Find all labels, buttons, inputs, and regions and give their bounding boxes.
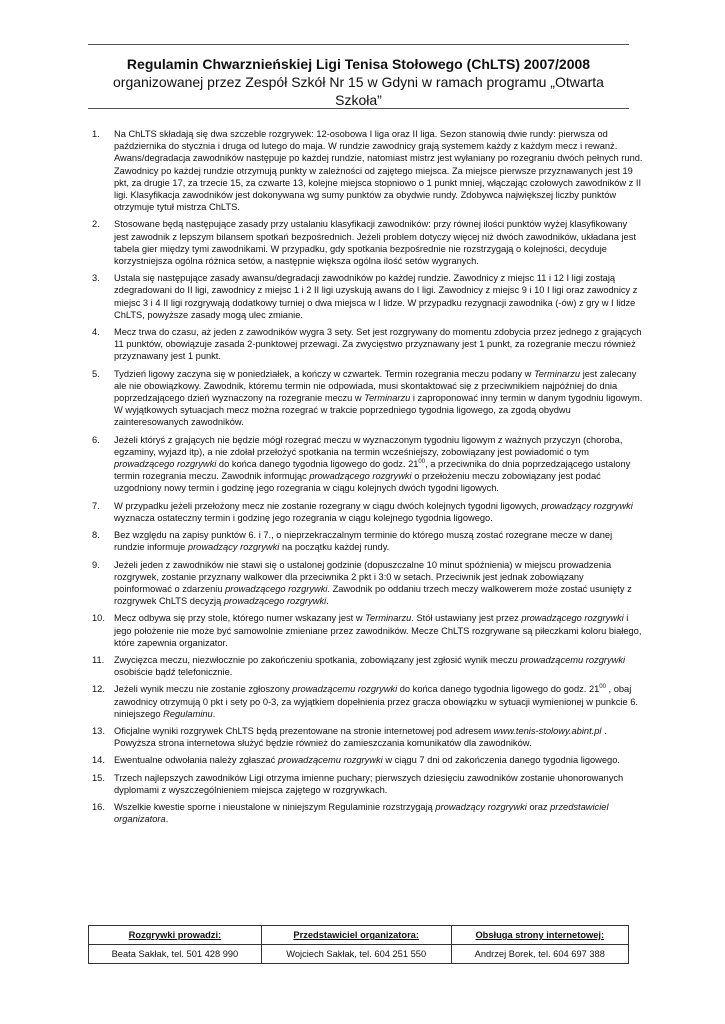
rule-number: 14. — [92, 755, 105, 766]
rule-emphasis: Terminarzu — [533, 368, 581, 379]
rule-text-part: do końca danego tygodnia ligowego do godz. 21 — [216, 459, 419, 470]
rule-emphasis: www.tenis-stolowy.abint.pl — [493, 725, 602, 736]
rule-item — [84, 368, 644, 429]
rule-text-part: do końca danego tygodnia ligowego do godz. 21 — [397, 684, 600, 695]
rule-number: 4. — [92, 327, 100, 338]
rule-text — [114, 530, 612, 552]
organizer-contact: Beata Sakłak, tel. 501 428 990 — [89, 945, 262, 964]
rule-item — [84, 725, 644, 749]
rule-item — [84, 218, 644, 267]
rule-item — [84, 529, 644, 553]
rule-item — [84, 754, 644, 766]
rule-text-part: o przełożeniu meczu zobowiązany jest podać uzgodniony nowy termin i godzinę jego rozegrania w ciągu kolejnych dwóch tygodni ligowych. — [114, 471, 601, 494]
rule-text — [114, 369, 642, 428]
rule-text: Na ChLTS składają się dwa szczeble rozgrywek: 12-osobowa I liga oraz II liga. Sezon stanowią dwie rundy: pierwsza od października do stycznia i druga od lutego do maja. W rundzie zawodnicy grają systemem każdy z każdym mecz i rewanż. Awans/degradacja zawodników następuje po każdej rundzie, natomiast mistrz jest wyłaniany po rozegraniu dwóch pełnych rund. Zawodnicy po każdej rundzie otrzymują punkty w zależności od zajętego miejsca. Za miejsce pierwsze przyznawanych jest 19 pkt, za drugie 17, za trzecie 15, za czwarte 13, kolejne miejsca stopniowo o 1 punkt mniej, włączając czołowych zawodników z II ligi. Klasyfikacja zawodników jest dokonywana wg sumy punktów za obydwie rundy. Zdobywca największej liczby punktów otrzymuje tytuł mistrza ChLTS. — [114, 129, 643, 213]
contacts-table — [88, 925, 629, 964]
rule-text-part: Wszelkie kwestie sporne i nieustalone w niniejszym Regulaminie rozstrzygają — [114, 801, 436, 812]
rule-text-part: Oficjalne wyniki rozgrywek ChLTS będą prezentowane na stronie internetowej pod adresem — [114, 725, 494, 736]
rule-number: 10. — [92, 613, 105, 624]
rule-text-part: 00 — [599, 684, 606, 691]
rule-text-part: i zaproponować inny termin w danym tygodniu ligowym. W wyjątkowych sytuacjach mecz można rozegrać w trakcie poprzedniego tygodnia ligowego, za zgodą obydwu zainteresowanych zawodników. — [114, 393, 643, 428]
rule-text: Ustala się następujące zasady awansu/degradacji zawodników po każdej rundzie. Zawodnicy z miejsc 11 i 12 I ligi zostają zdegradowani do II ligi, zawodnicy z miejsc 1 i 2 II ligi uzyskują awans do I ligi. Zawodnicy z miejsc 9 i 10 I ligi oraz zawodnicy z miejsc 3 i 4 II ligi rozgrywają dodatkowy turniej o dwa miejsca w I lidze. W przypadku rezygnacji zawodnika (-ów) z gry w I lidze ChLTS, powyższe zasady mogą ulec zmianie. — [114, 273, 638, 320]
rule-text-part: Jeżeli wynik meczu nie zostanie zgłoszony — [114, 684, 293, 695]
rule-text-part: , a przeciwnika do dnia poprzedzającego ustalony termin rozegrania meczu. Zawodnik informując — [114, 459, 631, 482]
top-rule — [88, 44, 629, 45]
rule-emphasis: Regulaminu — [163, 708, 213, 719]
website-header: Obsługa strony internetowej: — [451, 926, 628, 945]
rule-text-part: na początku każdej rundy. — [279, 542, 390, 553]
rule-item — [84, 612, 644, 649]
rule-emphasis: Terminarzu — [365, 613, 412, 624]
organizer-header: Rozgrywki prowadzi: — [89, 926, 262, 945]
rule-number: 6. — [92, 434, 100, 445]
rule-text-part: . — [212, 708, 216, 719]
rule-emphasis: prowadzącemu rozgrywki — [277, 755, 383, 766]
website-contact: Andrzej Borek, tel. 604 697 388 — [451, 945, 628, 964]
rule-text-part: i jego położenie nie może być samowolnie zmieniane przez zawodników. Mecze ChLTS rozgrywane są piłeczkami koloru białego, które zapewnia organizator. — [114, 613, 642, 648]
rule-number: 9. — [92, 559, 100, 570]
rule-emphasis: prowadzącemu rozgrywki — [292, 684, 398, 695]
rule-text — [114, 755, 620, 765]
rule-number: 8. — [92, 530, 100, 541]
rule-number: 12. — [92, 684, 105, 695]
rule-text-part: , obaj zawodnicy otrzymują 0 pkt i sety po 0-3, za wyjątkiem dopełnienia przez gracza obowiązku w sytuacji wymienionej w punkcie 6. niniejszego — [114, 684, 638, 719]
rules-list — [84, 128, 644, 830]
rule-number: 1. — [92, 129, 100, 139]
rule-number: 16. — [92, 801, 105, 812]
rule-item — [84, 772, 644, 796]
rule-emphasis: Terminarzu — [364, 393, 411, 404]
rule-number: 7. — [92, 500, 100, 511]
rule-item — [84, 654, 644, 678]
rule-emphasis: prowadzący rozgrywki — [187, 542, 280, 553]
rule-item — [84, 272, 644, 321]
rule-item — [84, 500, 644, 524]
rule-emphasis: prowadzącego rozgrywki — [223, 596, 327, 607]
rule-text-part: . — [326, 596, 329, 607]
rule-number: 13. — [92, 725, 105, 736]
rule-text-part: W przypadku jeżeli przełożony mecz nie zostanie rozegrany w ciągu dwóch kolejnych tygodni ligowych, — [114, 500, 542, 511]
rule-text-part: . Stół ustawiany jest przez — [411, 613, 522, 624]
rule-text — [114, 655, 625, 677]
rule-text — [114, 684, 638, 718]
rule-text-part: Mecz odbywa się przy stole, którego numer wskazany jest w — [114, 613, 366, 624]
rule-text — [114, 613, 641, 647]
rule-text-part: w ciągu 7 dni od zakończenia danego tygodnia ligowego. — [382, 755, 620, 766]
rule-text-part: Zwycięzca meczu, niezwłocznie po zakończeniu spotkania, zobowiązany jest zgłosić wynik meczu — [114, 654, 521, 665]
rule-text-part: wyznacza ostateczny termin i godzinę jego rozegrania w ciągu kolejnego tygodnia ligowego. — [114, 512, 493, 523]
rule-number: 3. — [92, 273, 100, 284]
contacts-header-row — [89, 926, 629, 945]
rule-text-part: jest zalecany ale nie obowiązkowy. Zawodnik, któremu termin nie odpowiada, musi skontaktować się z przeciwnikiem najpóźniej do dnia poprzedzającego dzień wyznaczony na rozegranie meczu w — [114, 368, 637, 404]
rule-text — [114, 560, 632, 607]
rule-number: 2. — [92, 219, 100, 230]
rule-emphasis: prowadzącego rozgrywki — [309, 471, 412, 482]
rule-emphasis: prowadzącego rozgrywki — [521, 613, 624, 624]
representative-contact: Wojciech Sakłak, tel. 604 251 550 — [261, 945, 451, 964]
rule-text — [114, 726, 607, 748]
rule-emphasis: prowadzącemu rozgrywki — [520, 654, 626, 665]
rule-text-part: Ewentualne odwołania należy zgłaszać — [114, 755, 278, 766]
rule-item — [84, 559, 644, 608]
rule-emphasis: prowadzący rozgrywki — [541, 500, 633, 511]
rule-text-part: Tydzień ligowy zaczyna się w poniedziałek, a kończy w czwartek. Termin rozegrania meczu podany w — [114, 368, 534, 379]
rule-text-part: Jeżeli któryś z grających nie będzie mógł rozegrać meczu w wyznaczonym tygodniu ligowym z ważnych przyczyn (choroba, egzaminy, wyjazd itp), a nie zdołał przełożyć spotkania na termin wcześniejszy, zobowiązany jest powiadomić o tym — [114, 434, 623, 457]
contacts-row — [89, 945, 629, 964]
rule-text — [114, 501, 633, 523]
rule-text: Mecz trwa do czasu, aż jeden z zawodników wygra 3 sety. Set jest rozgrywany do momentu zdobycia przez jednego z grających 11 punktów, obowiązuje zasada 2-punktowej przewagi. Za zwycięstwo przyznawany jest 1 punkt, za rozegranie meczu również przyznawany jest 1 punkt. — [114, 327, 642, 362]
rule-text-part: Bez względu na zapisy punktów 6. i 7., o nieprzekraczalnym terminie do którego muszą zostać rozegrane mecze w danej rundzie informuje — [114, 530, 613, 553]
rule-text-part: . Powyższa strona internetowa służyć będzie również do zamieszczania komunikatów dla zawodników. — [114, 725, 607, 749]
rule-item — [84, 326, 644, 363]
rule-text-part: 00 — [418, 458, 426, 465]
rule-text: Stosowane będą następujące zasady przy ustalaniu klasyfikacji zawodników: przy równej ilości punktów wyżej klasyfikowany jest zawodnik z lepszym bilansem spotkań bezpośrednich. Jeżeli problem dotyczy więcej niż dwóch zawodników, układana jest tabela gier między tymi zawodnikami. W przypadku, gdy spotkania bezpośrednie nie rozstrzygają o kolejności, decyduje korzystniejsza ogólna różnica setów, a następnie większa ogólna ilość setów wygranych. — [114, 219, 636, 267]
rule-text-part: oraz — [526, 801, 551, 812]
rule-item — [84, 434, 644, 495]
rule-text-part: Jeżeli jeden z zawodników nie stawi się o ustalonej godzinie (dopuszczalne 10 minut spóźnienia) w miejscu prowadzenia rozgrywek, zostanie przyznany walkower dla przeciwnika 2 pkt i 3:0 w setach. Przeciwnik jest jednak zobowiązany poinformować o zdarzeniu — [114, 559, 612, 594]
rule-text: Trzech najlepszych zawodników Ligi otrzyma imienne puchary; pierwszych dziesięciu zawodników zostanie uhonorowanych dyplomami z wyszczególnieniem miejsca zajętego w rozgrywkach. — [114, 772, 624, 795]
rule-emphasis: prowadzącego rozgrywki — [225, 583, 328, 594]
rule-text-part: . — [165, 814, 169, 825]
document-header — [88, 55, 629, 109]
rule-text-part: . Zawodnik po oddaniu trzech meczy walkowerem może zostać usunięty z rozgrywek ChLTS decyzją — [114, 583, 632, 607]
rule-item — [84, 128, 644, 213]
rule-emphasis: przedstawiciel organizatora — [114, 801, 609, 825]
rule-item — [84, 801, 644, 825]
rule-number: 5. — [92, 368, 100, 379]
header-rule — [88, 108, 629, 109]
document-subtitle: organizowanej przez Zespół Szkół Nr 15 w Gdyni w ramach programu „Otwarta Szkoła” — [113, 74, 604, 108]
rule-number: 11. — [92, 654, 105, 665]
rule-number: 15. — [92, 772, 105, 783]
document-title: Regulamin Chwarznieńskiej Ligi Tenisa Stołowego (ChLTS) 2007/2008 — [126, 56, 591, 72]
rule-text — [114, 435, 630, 494]
rule-emphasis: prowadzący rozgrywki — [435, 801, 527, 812]
rule-text — [114, 802, 609, 824]
rule-item — [84, 683, 644, 720]
representative-header: Przedstawiciel organizatora: — [261, 926, 451, 945]
rule-text-part: osobiście bądź telefonicznie. — [114, 667, 233, 678]
rule-emphasis: prowadzącego rozgrywki — [114, 459, 217, 470]
